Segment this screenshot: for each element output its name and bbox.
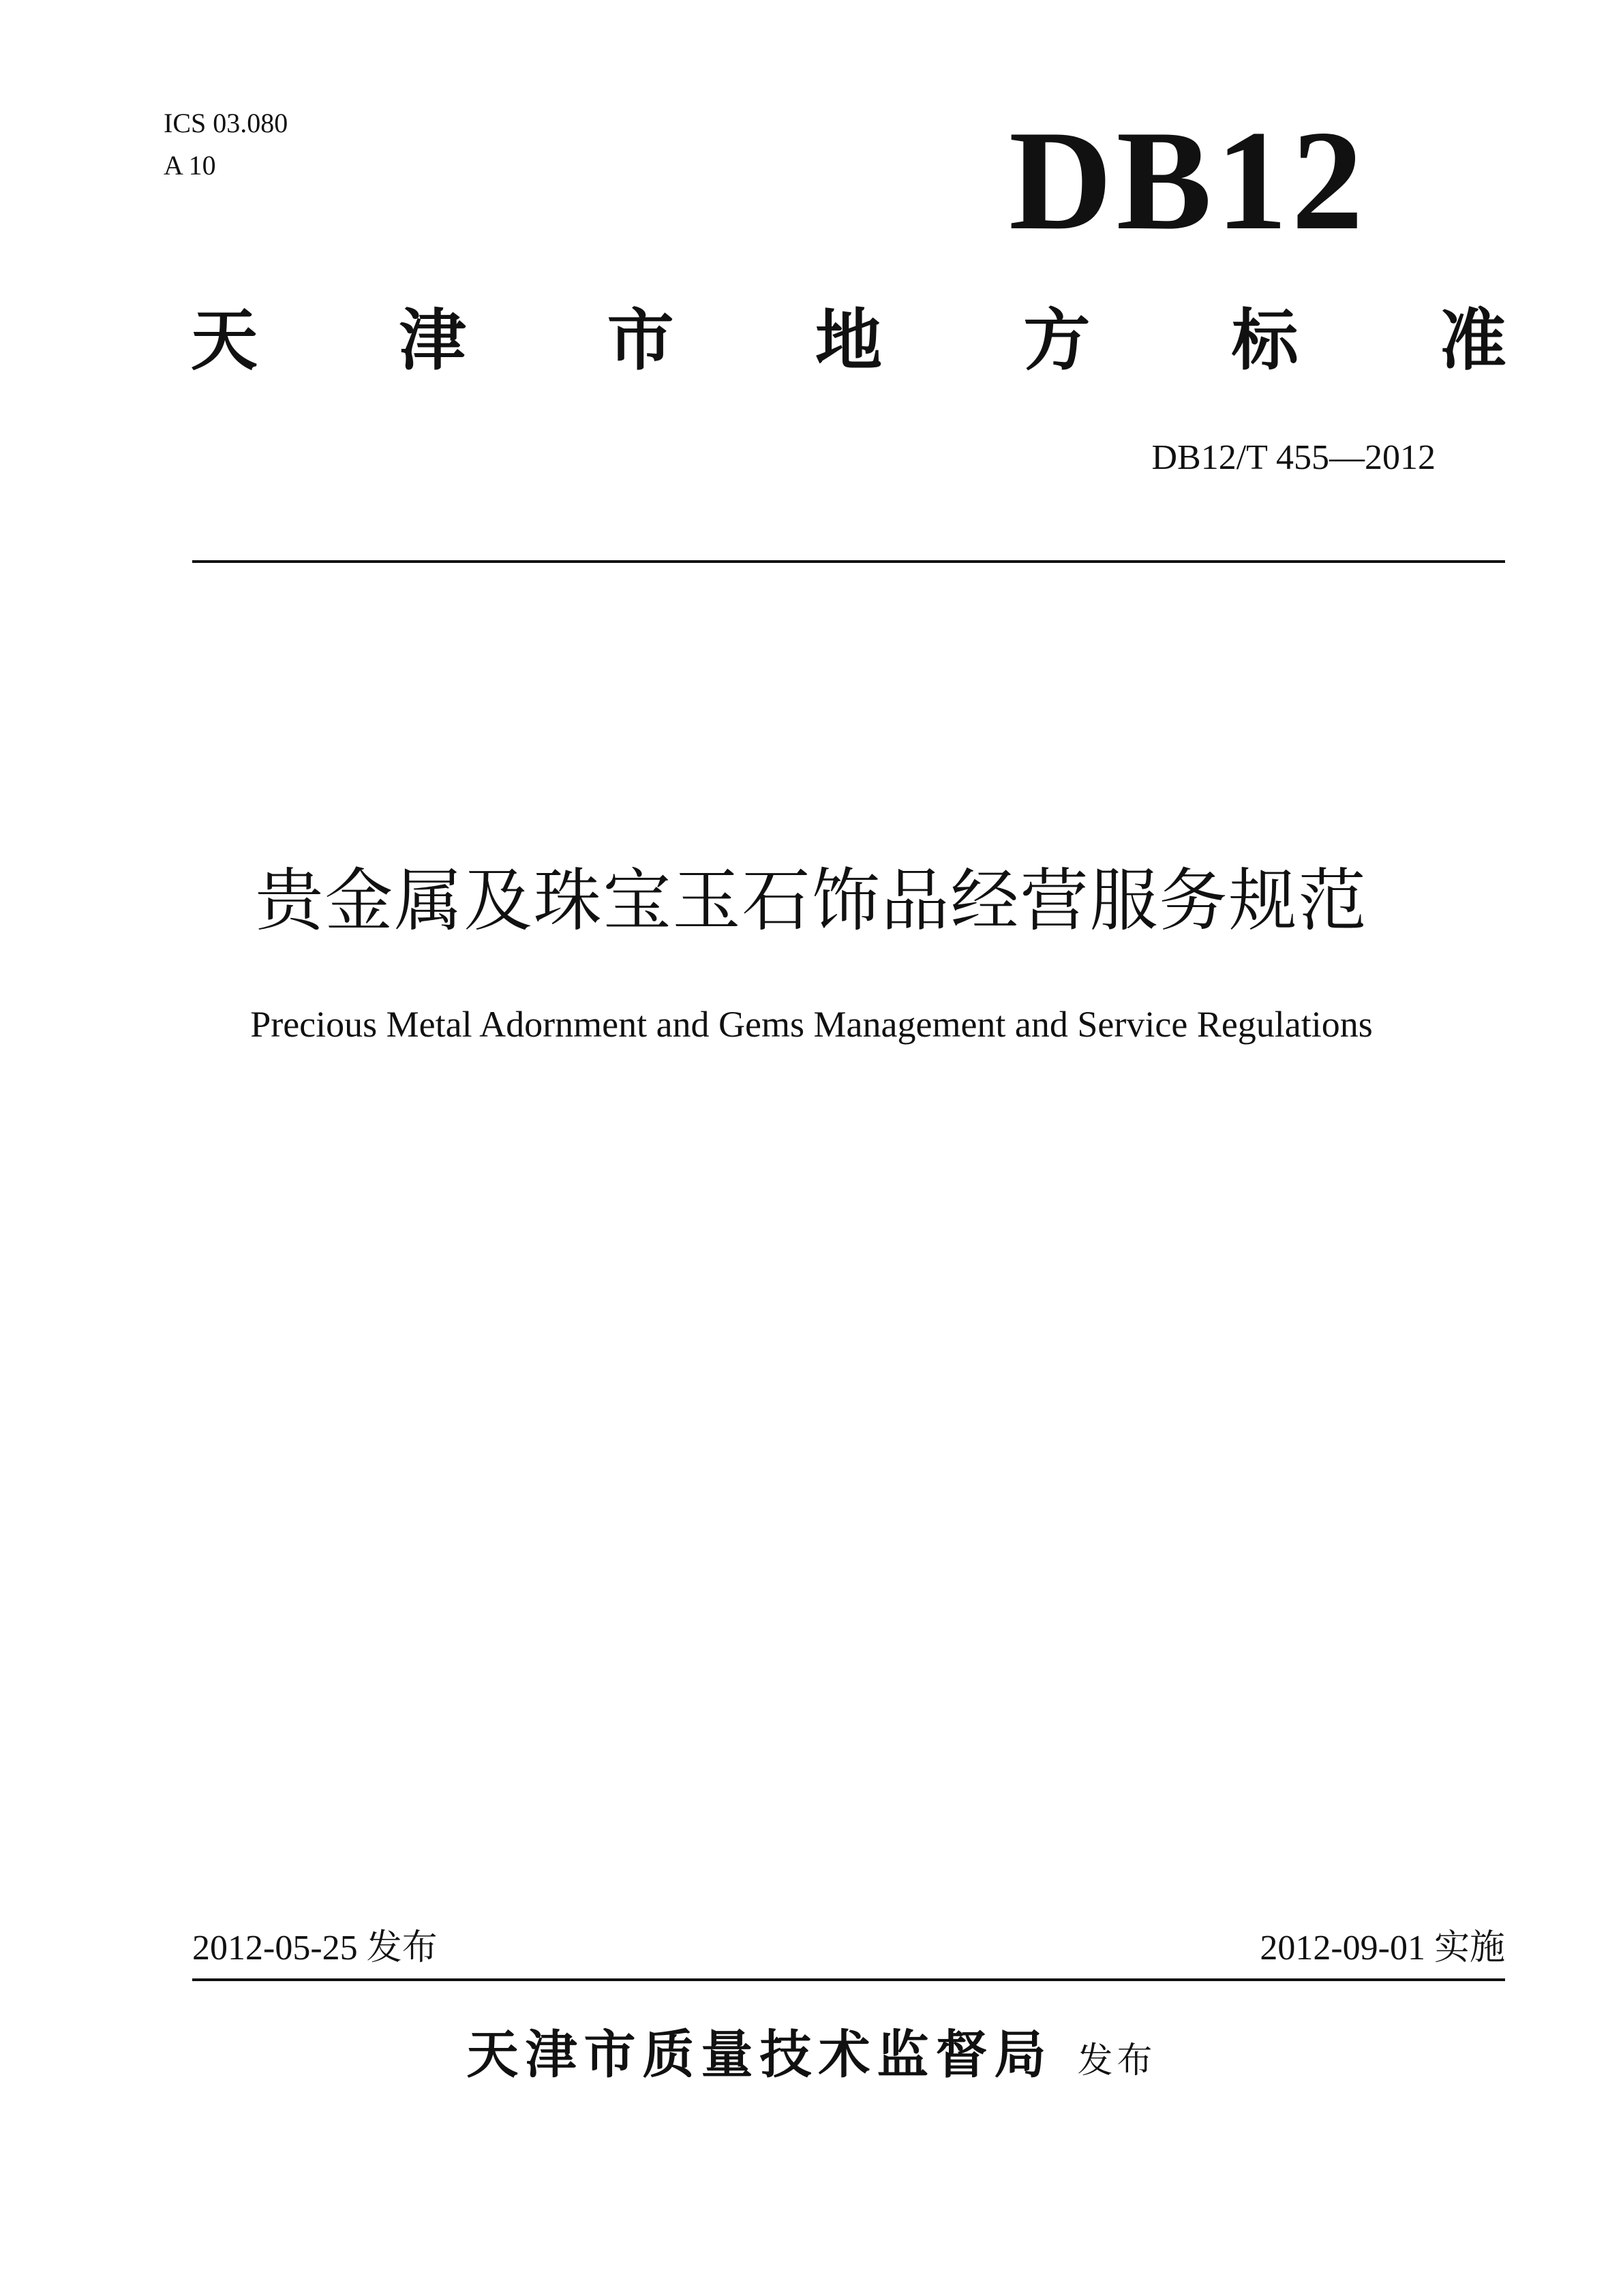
standard-type-char: 方 (1023, 302, 1091, 380)
standard-type-char: 津 (399, 302, 466, 380)
implementation-label: 实施 (1434, 1927, 1505, 1968)
header-divider (192, 560, 1505, 563)
standard-type-char: 标 (1231, 302, 1299, 380)
implementation-date-line (1091, 1926, 1505, 1970)
ics-code: ICS 03.080 (164, 108, 288, 138)
issuer-suffix: 发布 (1077, 2040, 1157, 2081)
ccs-code: A 10 (164, 150, 216, 181)
title-english: Precious Metal Adornment and Gems Management and Service Regulations (250, 1004, 1373, 1045)
standard-type (191, 303, 1506, 378)
standard-type-char: 天 (191, 302, 258, 380)
footer-divider (192, 1978, 1505, 1981)
issuer: 天津市质量技术监督局 (466, 2024, 1053, 2085)
standard-type-char: 市 (607, 302, 674, 380)
standard-number: DB12/T 455—2012 (1151, 438, 1436, 477)
implementation-date: 2012-09-01 (1260, 1929, 1425, 1968)
title-chinese: 贵金属及珠宝玉石饰品经营服务规范 (255, 861, 1368, 940)
issue-label: 发布 (366, 1927, 438, 1968)
standard-logo: DB12 (1009, 102, 1367, 260)
classification-codes (164, 102, 288, 187)
standard-type-char: 地 (815, 302, 882, 380)
issue-date-line (192, 1926, 438, 1970)
issuer-line (0, 2017, 1623, 2098)
issue-date: 2012-05-25 (192, 1929, 358, 1968)
standard-type-char: 准 (1439, 302, 1506, 380)
